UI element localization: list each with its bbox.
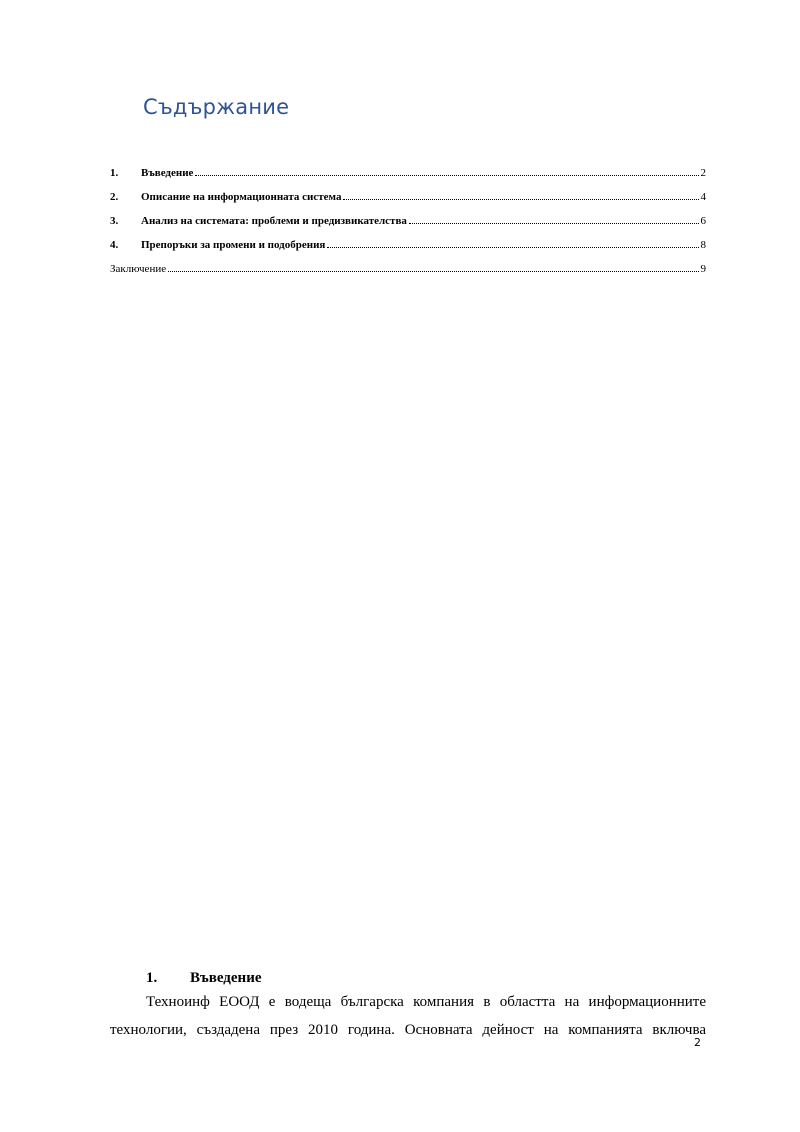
toc-entry-number: 1.: [110, 167, 119, 179]
toc-dot-leader: [327, 246, 698, 248]
toc-dot-leader: [343, 198, 698, 200]
toc-entry-number: 2.: [110, 191, 119, 203]
section-heading: [146, 970, 262, 987]
toc-entry-page: 6: [700, 215, 706, 227]
toc-entry-title: Заключение: [110, 263, 167, 275]
toc-entry-page: 8: [700, 239, 706, 251]
toc-entry-title: Анализ на системата: проблеми и предизвикателства: [141, 215, 407, 227]
toc-entry-page: 2: [700, 167, 706, 179]
section-paragraph: [110, 988, 706, 1044]
toc-entry-conclusion[interactable]: [110, 261, 706, 285]
page-number: 2: [694, 1036, 701, 1049]
toc-entry-title: Препоръки за промени и подобрения: [141, 239, 326, 251]
toc-heading: Съдържание: [143, 95, 290, 119]
toc-dot-leader: [195, 174, 698, 176]
toc-dot-leader: [168, 270, 698, 272]
toc-entry-system-analysis[interactable]: [110, 213, 706, 237]
toc-entry-number: 3.: [110, 215, 119, 227]
toc-entry-title: Описание на информационната система: [141, 191, 342, 203]
paragraph-line: технологии, създадена през 2010 година. Основната дейност на компанията включва: [110, 1022, 706, 1038]
toc-entry-system-description[interactable]: [110, 189, 706, 213]
toc-entry-recommendations[interactable]: [110, 237, 706, 261]
table-of-contents: [110, 165, 706, 285]
toc-entry-number: 4.: [110, 239, 119, 251]
section-number: 1.: [146, 970, 158, 986]
toc-entry-page: 4: [700, 191, 706, 203]
toc-entry-title: Въведение: [141, 167, 194, 179]
toc-entry-introduction[interactable]: [110, 165, 706, 189]
paragraph-line: Техноинф ЕООД е водеща българска компания в областта на информационните: [146, 994, 706, 1010]
toc-entry-page: 9: [700, 263, 706, 275]
section-title: Въведение: [190, 970, 262, 986]
toc-dot-leader: [409, 222, 699, 224]
